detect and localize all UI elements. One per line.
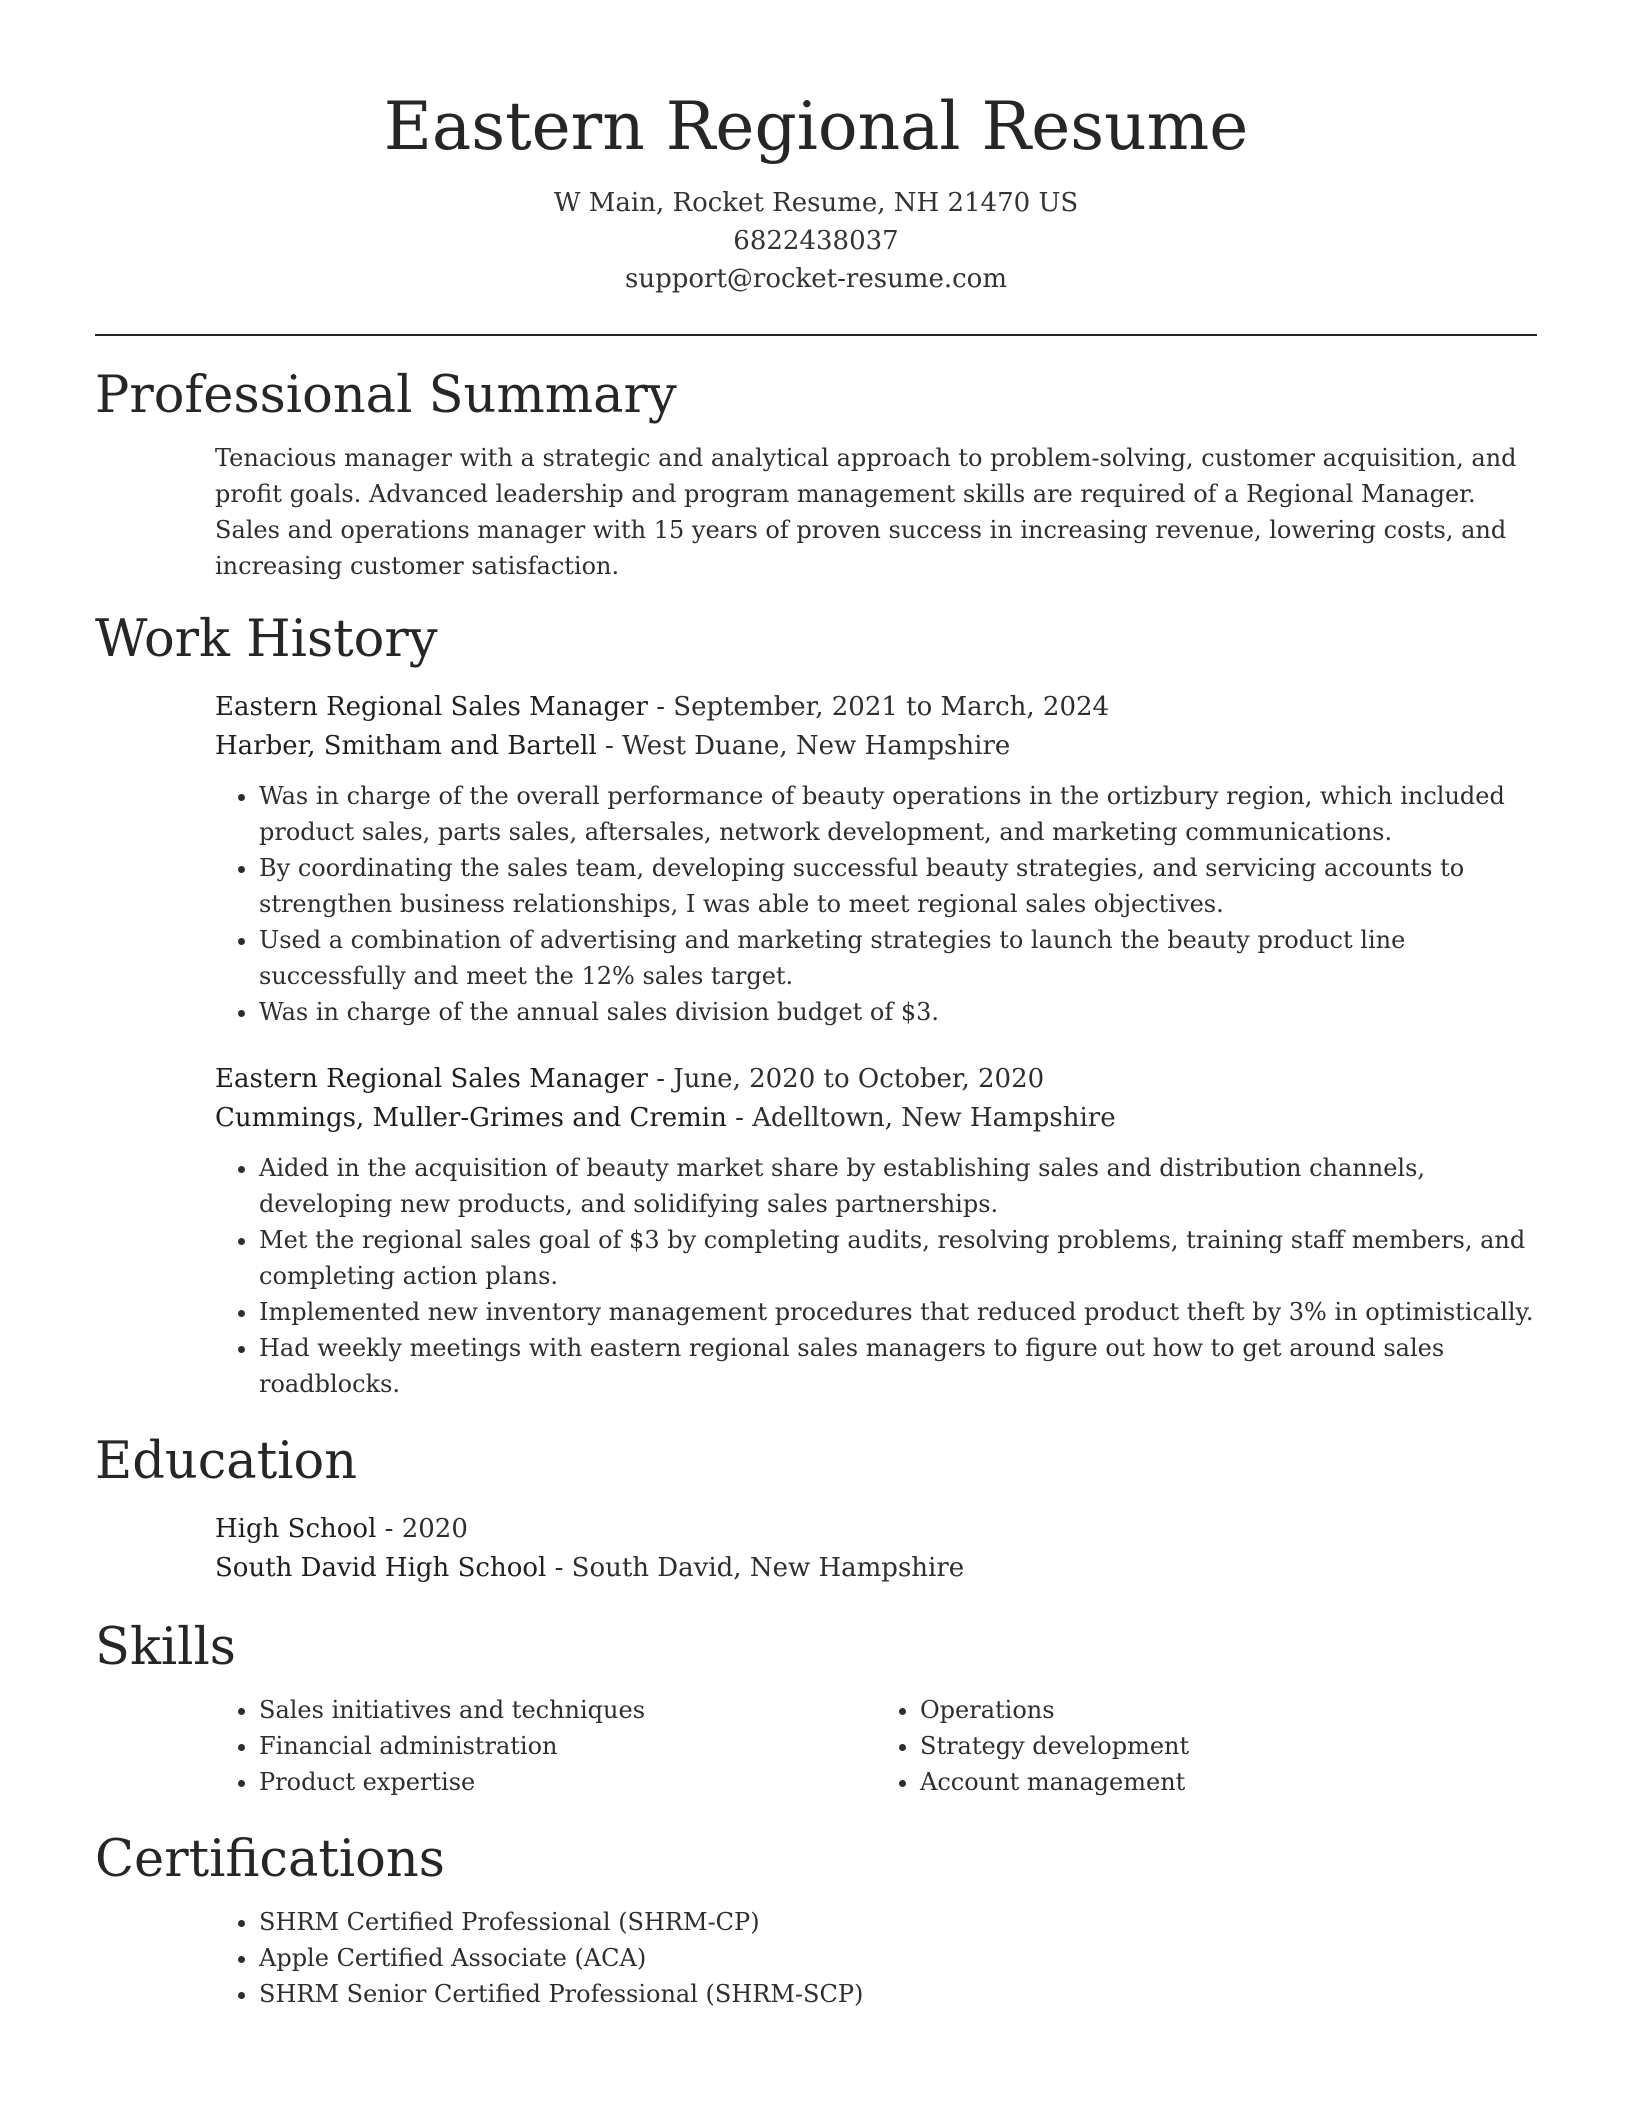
job-bullet: • Was in charge of the overall performance of beauty operations in the ortizbury region, which included product sales, parts sales, aftersales, network development, and marketing communications. [259, 778, 1537, 850]
job-company-line [215, 727, 1537, 766]
resume-name: Eastern Regional Resume [383, 88, 1249, 165]
education-year: - 2020 [376, 1514, 468, 1544]
skill-item: • Operations [920, 1692, 1537, 1728]
education-entry [215, 1510, 1537, 1588]
education-location: - South David, New Hampshire [546, 1553, 965, 1583]
summary-text: Tenacious manager with a strategic and analytical approach to problem-solving, customer acquisition, and profit goals. Advanced leadership and program management skills are required of a Regional Manager. Sales and operations manager with 15 years of proven success in increasing revenue, lowering costs, and increasing customer satisfaction. [215, 444, 1517, 580]
contact-phone: 6822438037 [733, 226, 899, 256]
section-title-certifications: Certifications [95, 1830, 445, 1889]
job-bullet: • Used a combination of advertising and marketing strategies to launch the beauty product line successfully and meet the 12% sales target. [259, 922, 1537, 994]
job-location: - Adelltown, New Hampshire [726, 1103, 1116, 1133]
job-bullet: • Implemented new inventory management procedures that reduced product theft by 3% in optimistically. [259, 1294, 1537, 1330]
education-school: South David High School [215, 1553, 547, 1583]
certification-item: • Apple Certified Associate (ACA) [259, 1940, 1537, 1976]
section-title-work-history: Work History [95, 610, 438, 669]
education-degree-line [215, 1510, 1537, 1549]
section-title-summary: Professional Summary [95, 366, 677, 425]
job-company: Harber, Smitham and Bartell [215, 731, 597, 761]
job-position: Eastern Regional Sales Manager [215, 692, 648, 722]
job-bullet: • Was in charge of the annual sales division budget of $3. [259, 994, 1537, 1030]
contact-info [95, 184, 1537, 298]
job-bullets [215, 1150, 1537, 1402]
skill-item: • Sales initiatives and techniques [259, 1692, 876, 1728]
education-school-line [215, 1549, 1537, 1588]
job-bullet: • Aided in the acquisition of beauty market share by establishing sales and distribution channels, developing new products, and solidifying sales partnerships. [259, 1150, 1537, 1222]
job-position: Eastern Regional Sales Manager [215, 1064, 648, 1094]
skill-item: • Financial administration [259, 1728, 876, 1764]
contact-address: W Main, Rocket Resume, NH 21470 US [553, 188, 1079, 218]
job-company-line [215, 1099, 1537, 1138]
job-bullet: • Met the regional sales goal of $3 by completing audits, resolving problems, training staff members, and completing action plans. [259, 1222, 1537, 1294]
job-bullets [215, 778, 1537, 1030]
section-title-skills: Skills [95, 1618, 236, 1677]
certification-item: • SHRM Senior Certified Professional (SHRM-SCP) [259, 1976, 1537, 2012]
job-bullet: • Had weekly meetings with eastern regional sales managers to figure out how to get around sales roadblocks. [259, 1330, 1537, 1402]
skills-list-left [215, 1692, 876, 1800]
job-bullet: • By coordinating the sales team, developing successful beauty strategies, and servicing accounts to strengthen business relationships, I was able to meet regional sales objectives. [259, 850, 1537, 922]
skill-item: • Strategy development [920, 1728, 1537, 1764]
skills-grid [215, 1692, 1537, 1800]
job-title-line [215, 688, 1537, 727]
education-degree: High School [215, 1514, 377, 1544]
header-divider [95, 334, 1537, 336]
job-title-line [215, 1060, 1537, 1099]
skill-item: • Account management [920, 1764, 1537, 1800]
resume-header [95, 0, 1537, 298]
job-company: Cummings, Muller-Grimes and Cremin [215, 1103, 727, 1133]
job-entry [215, 688, 1537, 1030]
skill-item: • Product expertise [259, 1764, 876, 1800]
resume-page [95, 0, 1537, 2012]
job-location: - West Duane, New Hampshire [596, 731, 1011, 761]
section-title-education: Education [95, 1432, 358, 1491]
certifications-list [215, 1904, 1537, 2012]
skills-list-right [876, 1692, 1537, 1800]
job-entry [215, 1060, 1537, 1402]
certification-item: • SHRM Certified Professional (SHRM-CP) [259, 1904, 1537, 1940]
job-dates: - September, 2021 to March, 2024 [647, 692, 1110, 722]
contact-email: support@rocket-resume.com [624, 264, 1007, 294]
job-dates: - June, 2020 to October, 2020 [647, 1064, 1045, 1094]
